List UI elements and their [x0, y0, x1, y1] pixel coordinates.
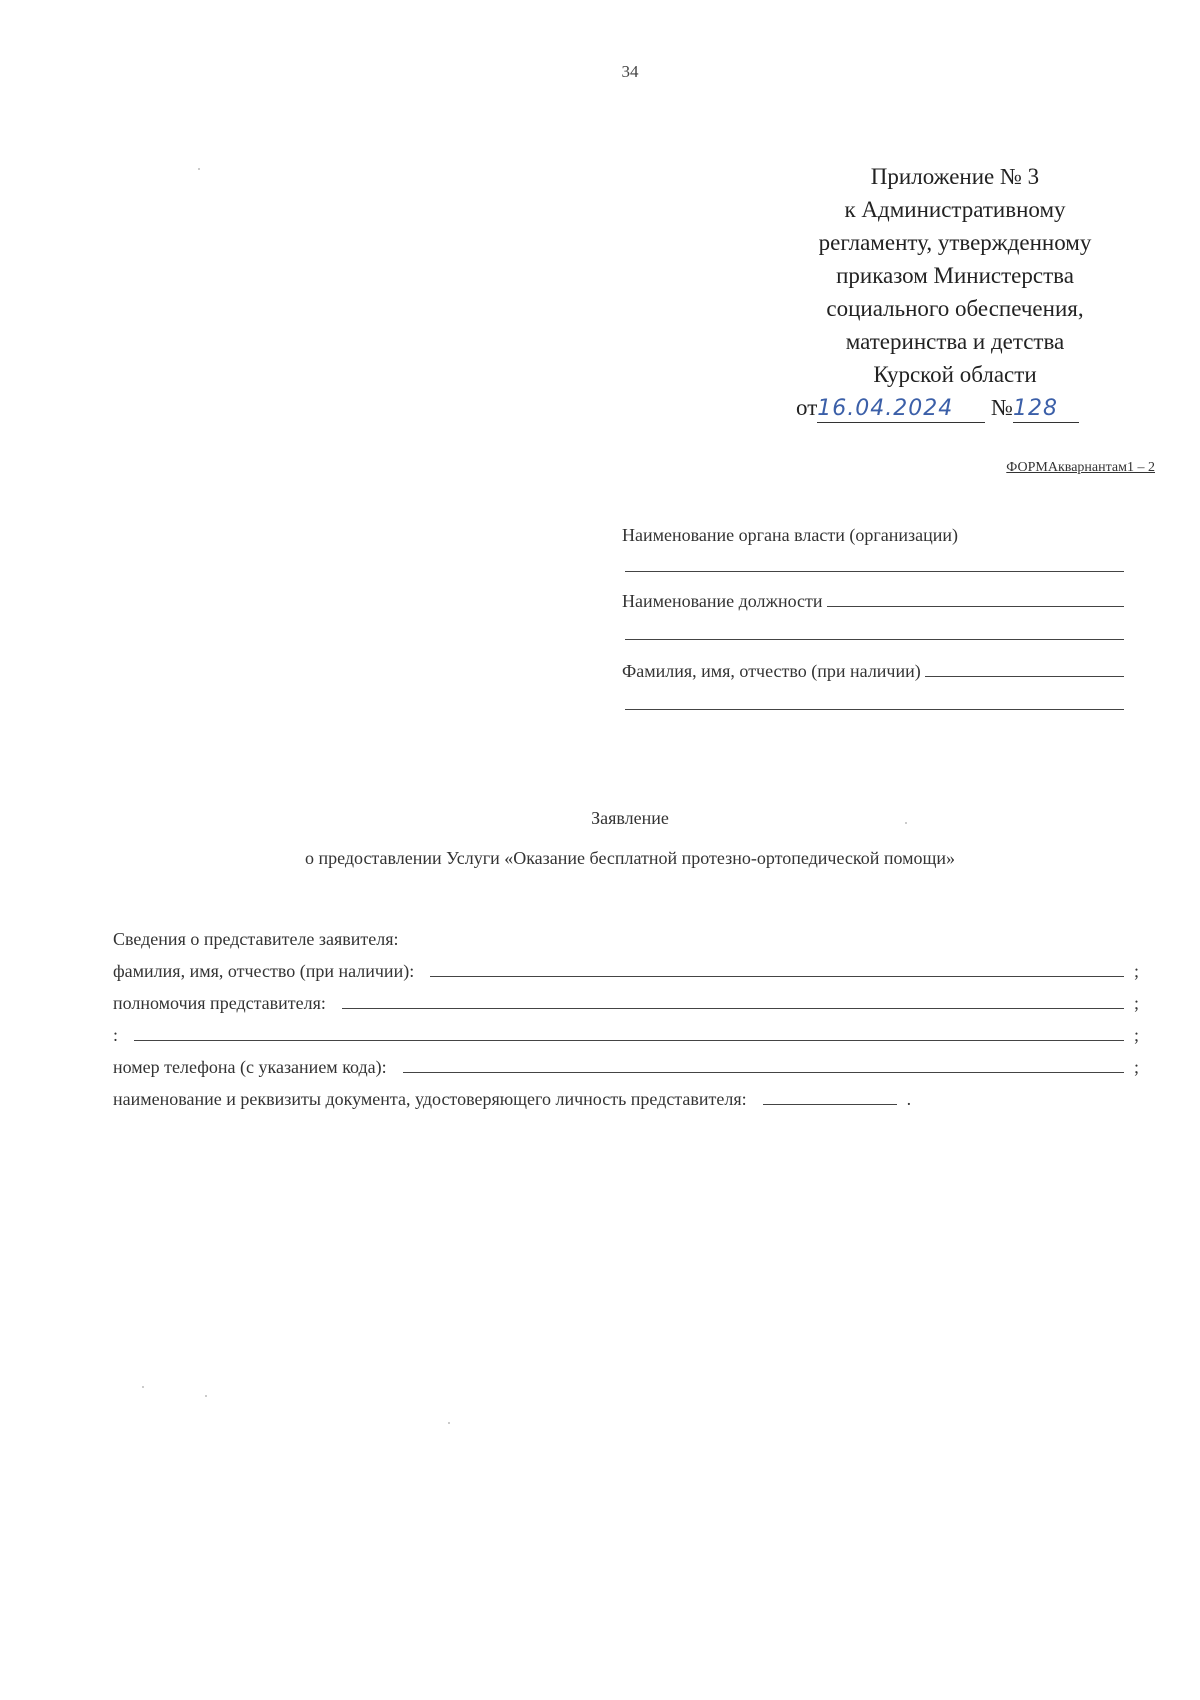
scan-speck	[142, 1386, 144, 1388]
field-label: полномочия представителя:	[113, 993, 326, 1013]
field-end-mark: ;	[1134, 1057, 1140, 1077]
appendix-line: регламенту, утвержденному	[818, 230, 1092, 255]
order-date-field	[817, 395, 985, 423]
statement-subtitle: о предоставлении Услуги «Оказание бесплатной протезно-ортопедической помощи»	[304, 848, 956, 868]
field-end-mark: ;	[1134, 1025, 1140, 1045]
field-end-mark: ;	[1134, 993, 1140, 1013]
representative-heading: Сведения о представителе заявителя:	[113, 929, 399, 949]
order-number-handwritten: 128	[1012, 396, 1058, 421]
field-line	[403, 1071, 1124, 1073]
appendix-line: материнства и детства	[845, 329, 1065, 354]
representative-heading-row	[113, 918, 1148, 950]
addressee-position-label: Наименование должности	[622, 591, 823, 611]
representative-field-row	[113, 982, 1148, 1014]
order-date-handwritten: 16.04.2024	[817, 396, 954, 421]
field-label: наименование и реквизиты документа, удостоверяющего личность представителя:	[113, 1089, 747, 1109]
field-label: фамилия, имя, отчество (при наличии):	[113, 961, 415, 981]
scan-speck	[905, 822, 907, 824]
field-line	[430, 975, 1124, 977]
addressee-block	[622, 520, 1124, 710]
field-line	[134, 1039, 1124, 1041]
addressee-org-row	[622, 520, 1124, 546]
date-prefix: от	[796, 395, 818, 420]
form-variant-label: ФОРМАкварнантам1 – 2	[1006, 460, 1155, 475]
statement-title: Заявление	[591, 808, 669, 828]
field-end-mark: ;	[1134, 961, 1140, 981]
representative-field-row	[113, 950, 1148, 982]
scan-speck	[448, 1422, 450, 1424]
field-line	[763, 1103, 897, 1105]
field-label: номер телефона (с указанием кода):	[113, 1057, 387, 1077]
addressee-name-row	[622, 656, 1124, 682]
order-reference	[770, 391, 1140, 424]
appendix-header	[770, 160, 1140, 424]
appendix-line: приказом Министерства	[836, 263, 1074, 288]
scan-speck	[205, 1395, 207, 1397]
page-number: 34	[621, 62, 639, 81]
field-end-mark: .	[906, 1089, 912, 1109]
appendix-line: Курской области	[873, 362, 1037, 387]
appendix-line: социального обеспечения,	[826, 296, 1084, 321]
field-label: :	[113, 1025, 119, 1045]
representative-field-row	[113, 1078, 1148, 1110]
representative-field-row	[113, 1014, 1148, 1046]
addressee-name-line	[925, 675, 1124, 677]
addressee-name-label: Фамилия, имя, отчество (при наличии)	[622, 661, 921, 681]
scan-speck	[198, 168, 200, 170]
representative-section	[113, 918, 1148, 1110]
order-number-field	[1013, 395, 1079, 423]
addressee-position-row	[622, 586, 1124, 612]
number-prefix: №	[991, 395, 1013, 420]
addressee-position-line	[827, 605, 1124, 607]
appendix-line: Приложение № 3	[870, 164, 1040, 189]
representative-field-row	[113, 1046, 1148, 1078]
addressee-org-label: Наименование органа власти (организации)	[622, 525, 958, 545]
appendix-line: к Административному	[844, 197, 1066, 222]
field-line	[342, 1007, 1124, 1009]
addressee-name-line-2	[625, 708, 1124, 710]
